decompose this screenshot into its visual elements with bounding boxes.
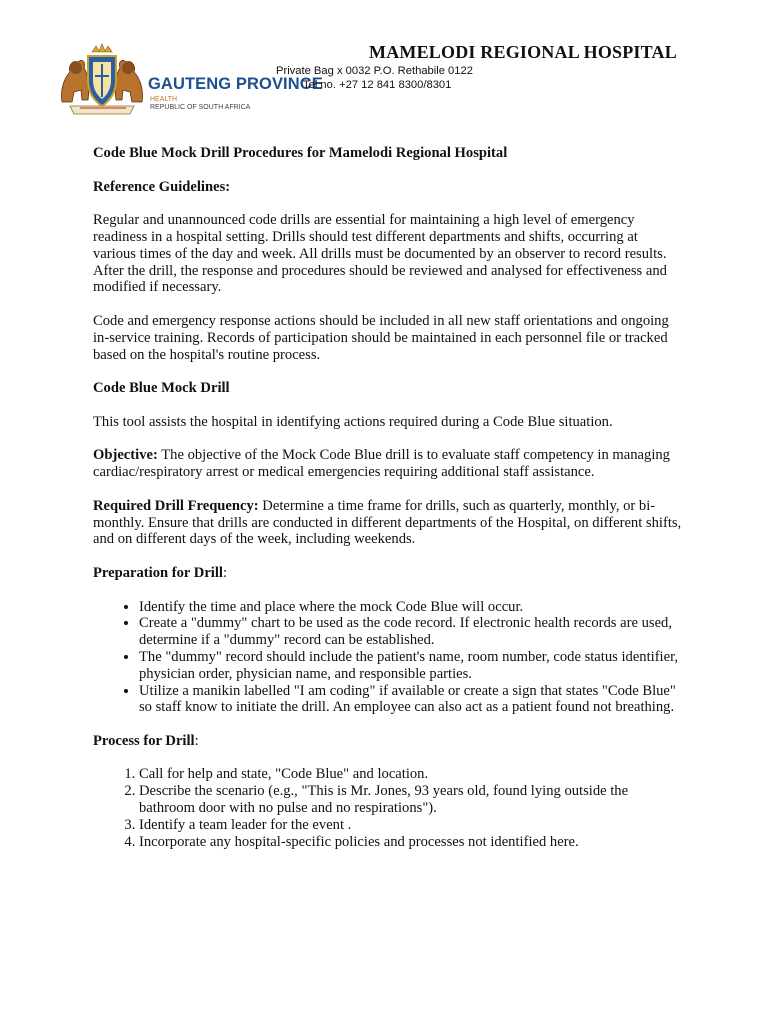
- process-heading: Process for Drill: [93, 732, 195, 749]
- document-title: Code Blue Mock Drill Procedures for Mamelodi Regional Hospital: [93, 145, 508, 161]
- frequency-text: Determine a time frame for drills, such as quarterly, monthly, or bi-monthly. Ensure that drills are conducted in different departments of the Hospital, on different shifts, and on different days of the week, including weekends.: [93, 497, 682, 548]
- reference-paragraph-1: Regular and unannounced code drills are essential for maintaining a high level of emergency readiness in a hospital setting. Drills should test different departments and shifts, occurring at various times of the day and week. All drills must be documented by an observer to record results. After the drill, the response and procedures should be reviewed and analysed for effectiveness and modified if necessary.: [93, 212, 667, 296]
- document-body: [93, 145, 683, 867]
- gauteng-logo: [56, 42, 323, 118]
- objective-label: Objective:: [93, 447, 158, 464]
- preparation-list: [93, 599, 683, 717]
- list-item: • The "dummy" record should include the patient's name, room number, code status identifier, physician order, physician name, and responsible parties.: [139, 649, 683, 683]
- reference-paragraph-2: Code and emergency response actions should be included in all new staff orientations and ongoing in-service training. Records of participation should be maintained in each personnel file or tracked based on the hospital's routine process.: [93, 312, 669, 363]
- frequency-paragraph: [93, 498, 683, 548]
- list-item: 2. Describe the scenario (e.g., "This is Mr. Jones, 93 years old, found lying outside the bathroom door with no pulse and no respirations").: [139, 783, 683, 817]
- address-line: Private Bag x 0032 P.O. Rethabile 0122: [276, 65, 473, 77]
- list-item: 3. Identify a team leader for the event .: [139, 817, 683, 834]
- list-item: • Identify the time and place where the mock Code Blue will occur.: [139, 599, 683, 616]
- list-item: • Create a "dummy" chart to be used as the code record. If electronic health records are used, determine if a "dummy" record can be established.: [139, 615, 683, 649]
- telephone-line: Tel no. +27 12 841 8300/8301: [303, 79, 452, 91]
- list-item: 4. Incorporate any hospital-specific policies and processes not identified here.: [139, 834, 683, 851]
- objective-text: The objective of the Mock Code Blue drill is to evaluate staff competency in managing cardiac/respiratory arrest or medical emergencies requiring additional staff assistance.: [93, 447, 670, 481]
- section-heading-reference: [93, 179, 683, 196]
- logo-subtitle: HEALTH: [150, 96, 178, 103]
- process-list: [93, 766, 683, 850]
- list-item: • Utilize a manikin labelled "I am coding" if available or create a sign that states "Code Blue" so staff know to initiate the drill. An employee can also act as a patient found not breathing.: [139, 683, 683, 717]
- list-item: 1. Call for help and state, "Code Blue" and location.: [139, 766, 683, 783]
- process-colon: :: [194, 732, 199, 749]
- logo-title: GAUTENG PROVINCE: [148, 75, 323, 93]
- hospital-name: MAMELODI REGIONAL HOSPITAL: [369, 42, 677, 62]
- preparation-colon: :: [222, 564, 228, 581]
- mock-drill-paragraph: This tool assists the hospital in identifying actions required during a Code Blue situation.: [93, 413, 613, 430]
- mock-drill-heading: Code Blue Mock Drill: [93, 380, 230, 397]
- reference-heading: Reference Guidelines:: [93, 178, 231, 195]
- section-heading-preparation: [93, 565, 683, 582]
- objective-paragraph: [93, 447, 683, 481]
- coat-of-arms-icon: [56, 42, 148, 118]
- frequency-label: Required Drill Frequency:: [93, 497, 259, 514]
- section-heading-mock-drill: [93, 380, 683, 397]
- section-heading-process: [93, 733, 683, 750]
- logo-country: REPUBLIC OF SOUTH AFRICA: [150, 104, 251, 111]
- preparation-heading: Preparation for Drill: [93, 564, 223, 581]
